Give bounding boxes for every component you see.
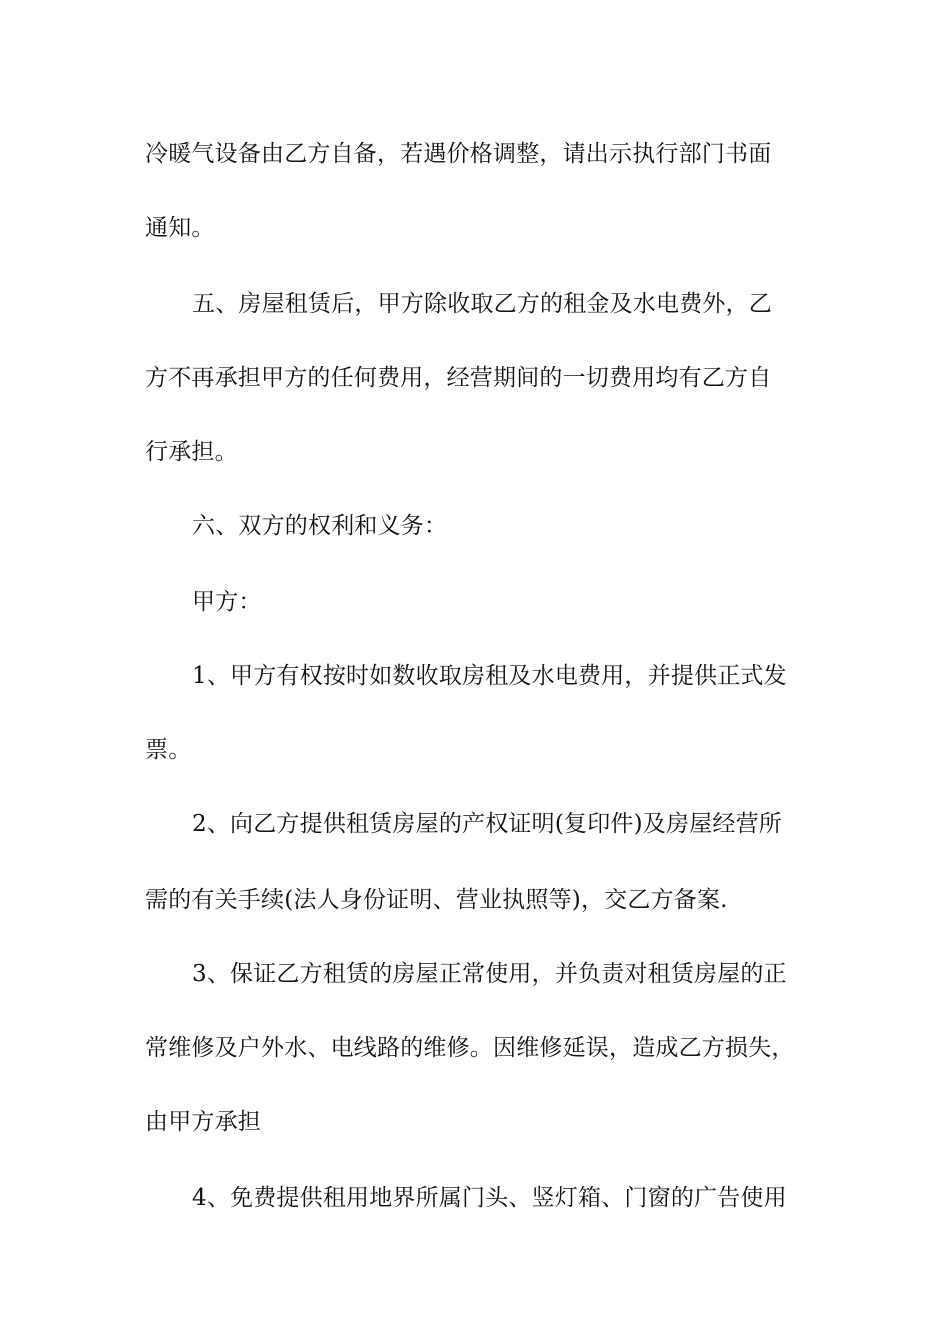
clause-1: 1、甲方有权按时如数收取房租及水电费用，并提供正式发 [192,663,787,689]
clause-3: 3、保证乙方租赁的房屋正常使用，并负责对租赁房屋的正 [192,961,787,987]
text-line: 方不再承担甲方的任何费用，经营期间的一切费用均有乙方自 [145,365,772,391]
clause-4: 4、免费提供租用地界所属门头、竖灯箱、门窗的广告使用 [192,1185,787,1211]
text-line: 需的有关手续(法人身份证明、营业执照等)，交乙方备案. [145,887,728,913]
clause-2: 2、向乙方提供租赁房屋的产权证明(复印件)及房屋经营所 [192,811,782,837]
paragraph-five-heading: 五、房屋租赁后，甲方除收取乙方的租金及水电费外，乙 [192,291,772,317]
text-line: 行承担。 [145,439,238,465]
text-line: 由甲方承担 [145,1109,261,1135]
party-a-heading: 甲方： [192,589,262,615]
text-line: 冷暖气设备由乙方自备，若遇价格调整，请出示执行部门书面 [145,141,772,167]
section-six-heading: 六、双方的权利和义务： [192,513,448,539]
text-line: 通知。 [145,215,215,241]
text-line: 票。 [145,737,192,763]
text-line: 常维修及户外水、电线路的维修。因维修延误，造成乙方损失， [145,1035,795,1061]
